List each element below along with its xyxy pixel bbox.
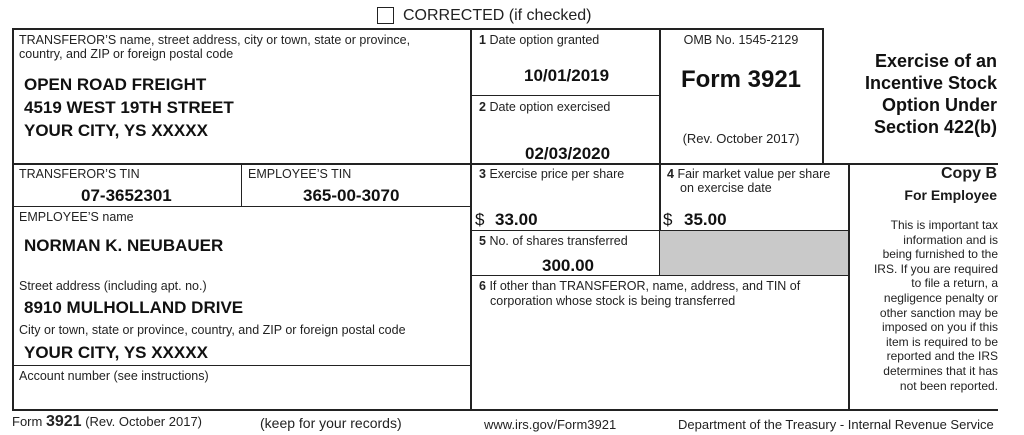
copy-b-notice-line: information and is [903, 232, 998, 247]
employee-name-value[interactable]: NORMAN K. NEUBAUER [24, 236, 224, 255]
corrected-label: CORRECTED (if checked) [403, 7, 592, 24]
copy-b-notice-line: This is important tax [890, 218, 998, 232]
transferor-label-line2: country, and ZIP or foreign postal code [19, 47, 234, 61]
transferor-name[interactable]: OPEN ROAD FREIGHT [24, 75, 207, 94]
box5-label-text: No. of shares transferred [489, 234, 628, 248]
box6-label-line1 [479, 279, 800, 294]
title-line-3: Option Under [882, 95, 997, 115]
box3-number: 3 [479, 167, 486, 181]
tin-divider [241, 163, 242, 206]
box1-label-text: Date option granted [489, 33, 600, 47]
box3-currency: $ [475, 210, 485, 229]
box1-bottom [470, 95, 660, 96]
employee-street-label: Street address (including apt. no.) [19, 279, 207, 293]
box6-label-line2: corporation whose stock is being transferred [490, 294, 736, 308]
shaded-box [660, 231, 848, 275]
copy-b-notice-line: negligence penalty or [883, 290, 998, 305]
employee-city-label: City or town, state or province, country, and ZIP or foreign postal code [19, 323, 406, 337]
copy-b-notice-line: being furnished to the [882, 247, 998, 262]
box6-label-text: If other than TRANSFEROR, name, address, and TIN of [489, 279, 801, 293]
box4-label-line1 [667, 167, 830, 182]
copy-b-notice-line: determines that it has [883, 363, 998, 378]
box1-label [479, 33, 599, 48]
title-line-2: Incentive Stock [864, 73, 997, 93]
title-line-4: Section 422(b) [873, 117, 997, 137]
corrected-checkbox[interactable] [377, 7, 394, 24]
title-line-1: Exercise of an [874, 51, 997, 71]
exercise-price-value[interactable]: 33.00 [495, 210, 538, 229]
copy-b-notice-line: other sanction may be [879, 305, 998, 320]
transferor-tin-value[interactable]: 07-3652301 [81, 186, 172, 205]
footer-keep: (keep for your records) [260, 415, 402, 431]
account-number-label: Account number (see instructions) [19, 369, 209, 383]
box3-label [479, 167, 624, 182]
copy-b-notice-line: to file a return, a [911, 276, 998, 291]
box5-bottom [470, 275, 849, 276]
box6-number: 6 [479, 279, 486, 293]
shares-transferred-value[interactable]: 300.00 [542, 256, 594, 275]
transferor-city[interactable]: YOUR CITY, YS XXXXX [24, 121, 208, 140]
form-revision: (Rev. October 2017) [682, 131, 800, 146]
column-divider-copyb [848, 163, 850, 410]
box4-number: 4 [667, 167, 674, 181]
form-name: Form 3921 [680, 66, 802, 93]
column-divider-main [470, 28, 472, 410]
box1-number: 1 [479, 33, 486, 47]
copy-b-notice-line: reported and the IRS [886, 349, 998, 364]
date-option-granted-value[interactable]: 10/01/2019 [524, 66, 610, 85]
box4-currency: $ [663, 210, 673, 229]
employee-city-value[interactable]: YOUR CITY, YS XXXXX [24, 343, 208, 362]
date-option-exercised-value[interactable]: 02/03/2020 [525, 144, 611, 163]
employee-street-value[interactable]: 8910 MULHOLLAND DRIVE [24, 298, 244, 317]
box2-label [479, 100, 610, 115]
copy-b-heading: Copy B [941, 165, 997, 182]
copy-b-notice-line: IRS. If you are required [873, 261, 998, 276]
footer-revision: (Rev. October 2017) [85, 414, 202, 429]
employee-tin-value[interactable]: 365-00-3070 [303, 186, 400, 205]
footer-form-word: Form [12, 414, 43, 429]
fair-market-value[interactable]: 35.00 [684, 210, 727, 229]
footer-form-id [12, 414, 202, 429]
form-bottom-border [12, 409, 998, 411]
copy-b-notice-line: imposed on you if this [881, 320, 998, 335]
form-top-border [12, 28, 823, 30]
box4-label-line2: on exercise date [680, 181, 772, 195]
footer-form-number: 3921 [45, 413, 82, 430]
box3-label-text: Exercise price per share [489, 167, 625, 181]
copy-b-notice-line: not been reported. [899, 378, 998, 393]
copy-b-for: For Employee [904, 187, 997, 203]
employee-name-label: EMPLOYEE’S name [19, 210, 134, 224]
omb-number: OMB No. 1545-2129 [683, 33, 799, 47]
box5-number: 5 [479, 234, 486, 248]
account-top [12, 365, 471, 366]
tin-bottom [12, 206, 471, 207]
transferor-label-line1: TRANSFEROR’S name, street address, city or town, state or province, [19, 33, 411, 47]
transferor-street[interactable]: 4519 WEST 19TH STREET [24, 98, 234, 117]
box4-label-text: Fair market value per share [677, 167, 831, 181]
box5-label [479, 234, 628, 249]
form-title [826, 50, 997, 138]
box2-label-text: Date option exercised [489, 100, 611, 114]
copy-b-notice [852, 218, 998, 393]
footer-url[interactable]: www.irs.gov/Form3921 [484, 417, 617, 432]
row-divider-1 [12, 163, 998, 165]
column-divider-omb [822, 28, 824, 164]
box2-number: 2 [479, 100, 486, 114]
copy-b-notice-line: item is required to be [885, 334, 998, 349]
footer-department: Department of the Treasury - Internal Revenue Service [678, 417, 994, 432]
transferor-tin-label: TRANSFEROR’S TIN [19, 167, 140, 181]
employee-tin-label: EMPLOYEE’S TIN [248, 167, 352, 181]
form-left-border [12, 28, 14, 410]
